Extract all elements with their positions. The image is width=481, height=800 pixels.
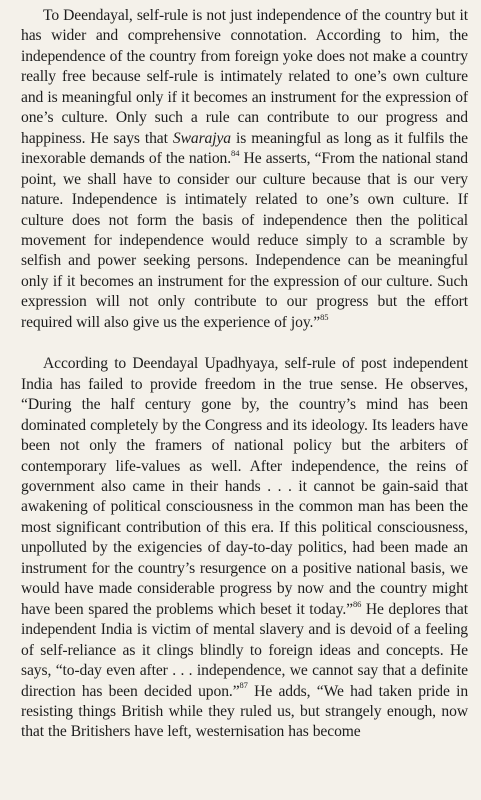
text-segment: is meaningful as long as it fulfils the inexorable demands of the nation. <box>21 129 468 168</box>
footnote-marker: 84 <box>231 147 240 158</box>
paragraph <box>21 354 468 743</box>
paragraph <box>21 6 468 333</box>
footnote-marker: 86 <box>353 598 362 609</box>
text-segment: He asserts, “From the national stand point, we shall have to consider our culture because that is our very nature. Independence is intimately related to one’s own culture. If culture does not form the basis of independence then the political movement for independence would reduce simply to a scramble by selfish and power seeking persons. Independence can be meaningful only if it becomes an instrument for the expression of our culture. Such expression will not only contribute to our progress but the effort required will also give us the experience of joy.” <box>21 150 468 331</box>
italic-term: Swarajya <box>172 129 231 147</box>
footnote-marker: 85 <box>320 311 329 322</box>
text-segment: To Deendayal, self-rule is not just independence of the country but it has wider and comprehensive connotation. According to him, the independence of the country from foreign yoke does not make a country really free because self-rule is intimately related to one’s own culture and is meaningful only if it becomes an instrument for the expression of one’s culture. Only such a rule can contribute to our progress and happiness. He says that <box>21 7 468 147</box>
footnote-marker: 87 <box>239 680 248 691</box>
text-segment: He deplores that independent India is victim of mental slavery and is devoid of a feeling of self-reliance as it clings blindly to foreign ideas and concepts. He says, “to-day even after . . . independence, we cannot say that a definite direction has been decided upon.” <box>21 600 468 700</box>
text-segment: He adds, “We had taken pride in resisting things British while they ruled us, but strangely enough, now that the Britishers have left, westernisation has become <box>21 682 469 741</box>
text-segment: According to Deendayal Upadhyaya, self-rule of post independent India has failed to provide freedom in the true sense. He observes, “During the half century gone by, the country’s mind has been dominated completely by the Congress and its ideology. Its leaders have been not only the framers of national policy but the arbiters of contemporary life-values as well. After independence, the reins of government also came in their hands . . . it cannot be gain-said that awakening of political consciousness in the common man has been the most significant contribution of this era. If this political consciousness, unpolluted by the exigencies of day-to-day politics, had been made an instrument for the country’s resurgence on a positive national basis, we would have made considerable progress by now and the country might have been spared the problems which beset it today.” <box>21 355 468 618</box>
